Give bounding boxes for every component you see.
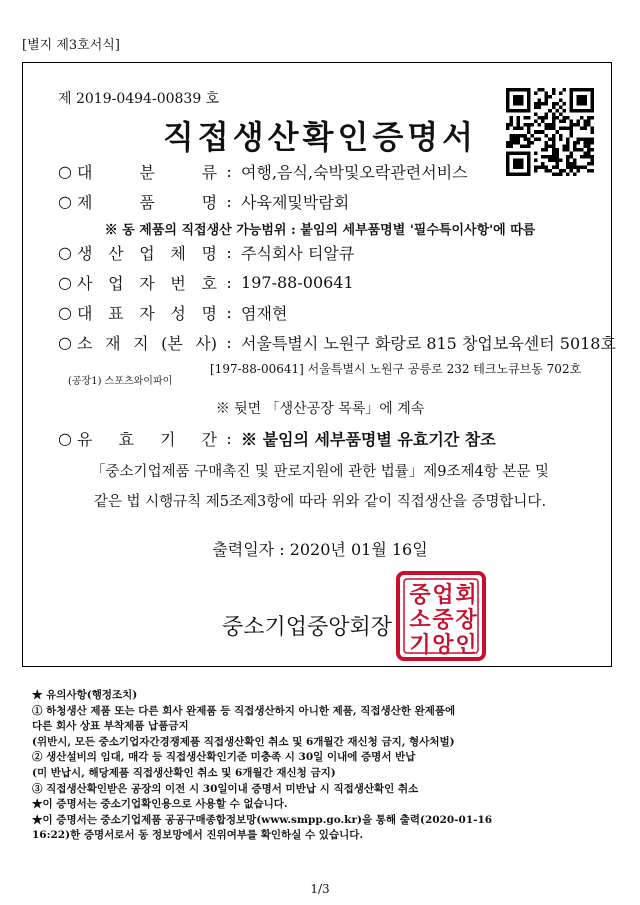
svg-text:장: 장	[455, 607, 477, 633]
field-row-product: ○ 제 품 명 : 사육제및박람회	[58, 191, 350, 212]
note-line: ★ 유의사항(행정조치)	[32, 689, 138, 701]
field-label: 생 산 업 체 명	[77, 243, 218, 263]
field-value-business-number: 197-88-00641	[241, 272, 354, 292]
bullet-icon: ○	[58, 302, 78, 322]
note-line: ③ 직접생산확인받은 공장의 이전 시 30일이내 증명서 미반납 시 직접생산확인 취소	[32, 782, 419, 795]
bullet-icon: ○	[58, 161, 78, 181]
issuer-name: 중소기업중앙회장	[222, 615, 393, 640]
field-label: 대 표 자 성 명	[77, 303, 218, 323]
svg-text:인: 인	[455, 632, 477, 658]
certification-text-1: 「중소기업제품 구매촉진 및 판로지원에 관한 법률」제9조제4항 본문 및	[91, 464, 549, 480]
field-value-company: 주식회사 티알큐	[241, 243, 355, 263]
note-line: ★이 증명서는 중소기업제품 공공구매종합정보망(www.smpp.go.kr)을 통해 출력(2020-01-16	[32, 813, 493, 826]
field-label: 대 분 류	[77, 162, 218, 182]
field-value-validity: ※ 붙임의 세부품명별 유효기간 참조	[241, 429, 496, 449]
official-seal	[395, 570, 487, 662]
field-label: 소 재 지 (본 사)	[77, 333, 218, 353]
notes-section	[32, 688, 492, 844]
continued-note: ※ 뒷면 「생산공장 목록」에 계속	[215, 401, 425, 417]
note-line: ★이 증명서는 중소기업확인용으로 사용할 수 없습니다.	[32, 798, 288, 811]
note-line: (위반시, 모든 중소기업자간경쟁제품 직접생산확인 취소 및 6개월간 재신청 금지, 형사처벌)	[32, 735, 455, 748]
form-number: [별지 제3호서식]	[22, 38, 120, 53]
svg-text:업: 업	[432, 582, 454, 608]
note-line: ① 하청생산 제품 또는 다른 회사 완제품 등 직접생산하지 아니한 제품, 직접생산한 완제품에	[32, 704, 456, 717]
bullet-icon: ○	[58, 428, 78, 448]
note-line: 16:22)한 증명서로서 동 정보망에서 진위여부를 확인하실 수 있습니다.	[32, 829, 364, 842]
scope-note: ※ 동 제품의 직접생산 가능범위 : 붙임의 세부품명별 '필수특이사항'에 따름	[104, 223, 536, 238]
note-line: (미 반납시, 해당제품 직접생산확인 취소 및 6개월간 재신청 금지)	[32, 766, 336, 779]
svg-text:기: 기	[409, 632, 431, 658]
bullet-icon: ○	[58, 242, 78, 262]
field-row-company: ○ 생 산 업 체 명 : 주식회사 티알큐	[58, 242, 355, 263]
note-line: ② 생산설비의 임대, 매각 등 직접생산확인기준 미충족 시 30일 이내에 증명서 반납	[32, 751, 416, 764]
print-date: 출력일자 : 2020년 01월 16일	[212, 540, 428, 559]
factory-label: (공장1) 스포츠와이파이	[68, 376, 173, 387]
document-number: 제 2019-0494-00839 호	[58, 91, 220, 107]
svg-text:소: 소	[409, 607, 431, 633]
certification-text-2: 같은 법 시행규칙 제5조제3항에 따라 위와 같이 직접생산을 증명합니다.	[93, 494, 547, 510]
note-line: 다른 회사 상표 부착제품 납품금지	[32, 720, 189, 733]
svg-text:중: 중	[409, 582, 431, 608]
svg-text:중: 중	[432, 607, 454, 633]
field-label: 제 품 명	[77, 192, 218, 212]
field-row-business-number: ○ 사 업 자 번 호 : 197-88-00641	[58, 272, 354, 293]
svg-text:회: 회	[455, 582, 477, 608]
bullet-icon: ○	[58, 272, 78, 292]
field-row-representative: ○ 대 표 자 성 명 : 염재현	[58, 302, 288, 323]
svg-text:앙: 앙	[432, 632, 454, 658]
field-value-representative: 염재현	[241, 303, 288, 323]
bullet-icon: ○	[58, 191, 78, 211]
field-value-address: 서울특별시 노원구 화랑로 815 창업보육센터 5018호	[241, 333, 616, 353]
field-label: 유 효 기 간	[77, 429, 218, 449]
field-row-address: ○ 소 재 지 (본 사) : 서울특별시 노원구 화랑로 815 창업보육센터 5018호	[58, 332, 616, 353]
field-label: 사 업 자 번 호	[77, 273, 218, 293]
factory-address: [197-88-00641] 서울특별시 노원구 공릉로 232 테크노큐브동 702호	[210, 362, 582, 376]
bullet-icon: ○	[58, 332, 78, 352]
field-row-validity: ○ 유 효 기 간 : ※ 붙임의 세부품명별 유효기간 참조	[58, 428, 496, 449]
field-value-category: 여행,음식,숙박및오락관련서비스	[241, 162, 468, 182]
page-title: 직접생산확인증명서	[162, 118, 478, 156]
field-row-category: ○ 대 분 류 : 여행,음식,숙박및오락관련서비스	[58, 161, 468, 182]
field-value-product: 사육제및박람회	[241, 192, 350, 212]
page-number: 1/3	[310, 882, 330, 896]
